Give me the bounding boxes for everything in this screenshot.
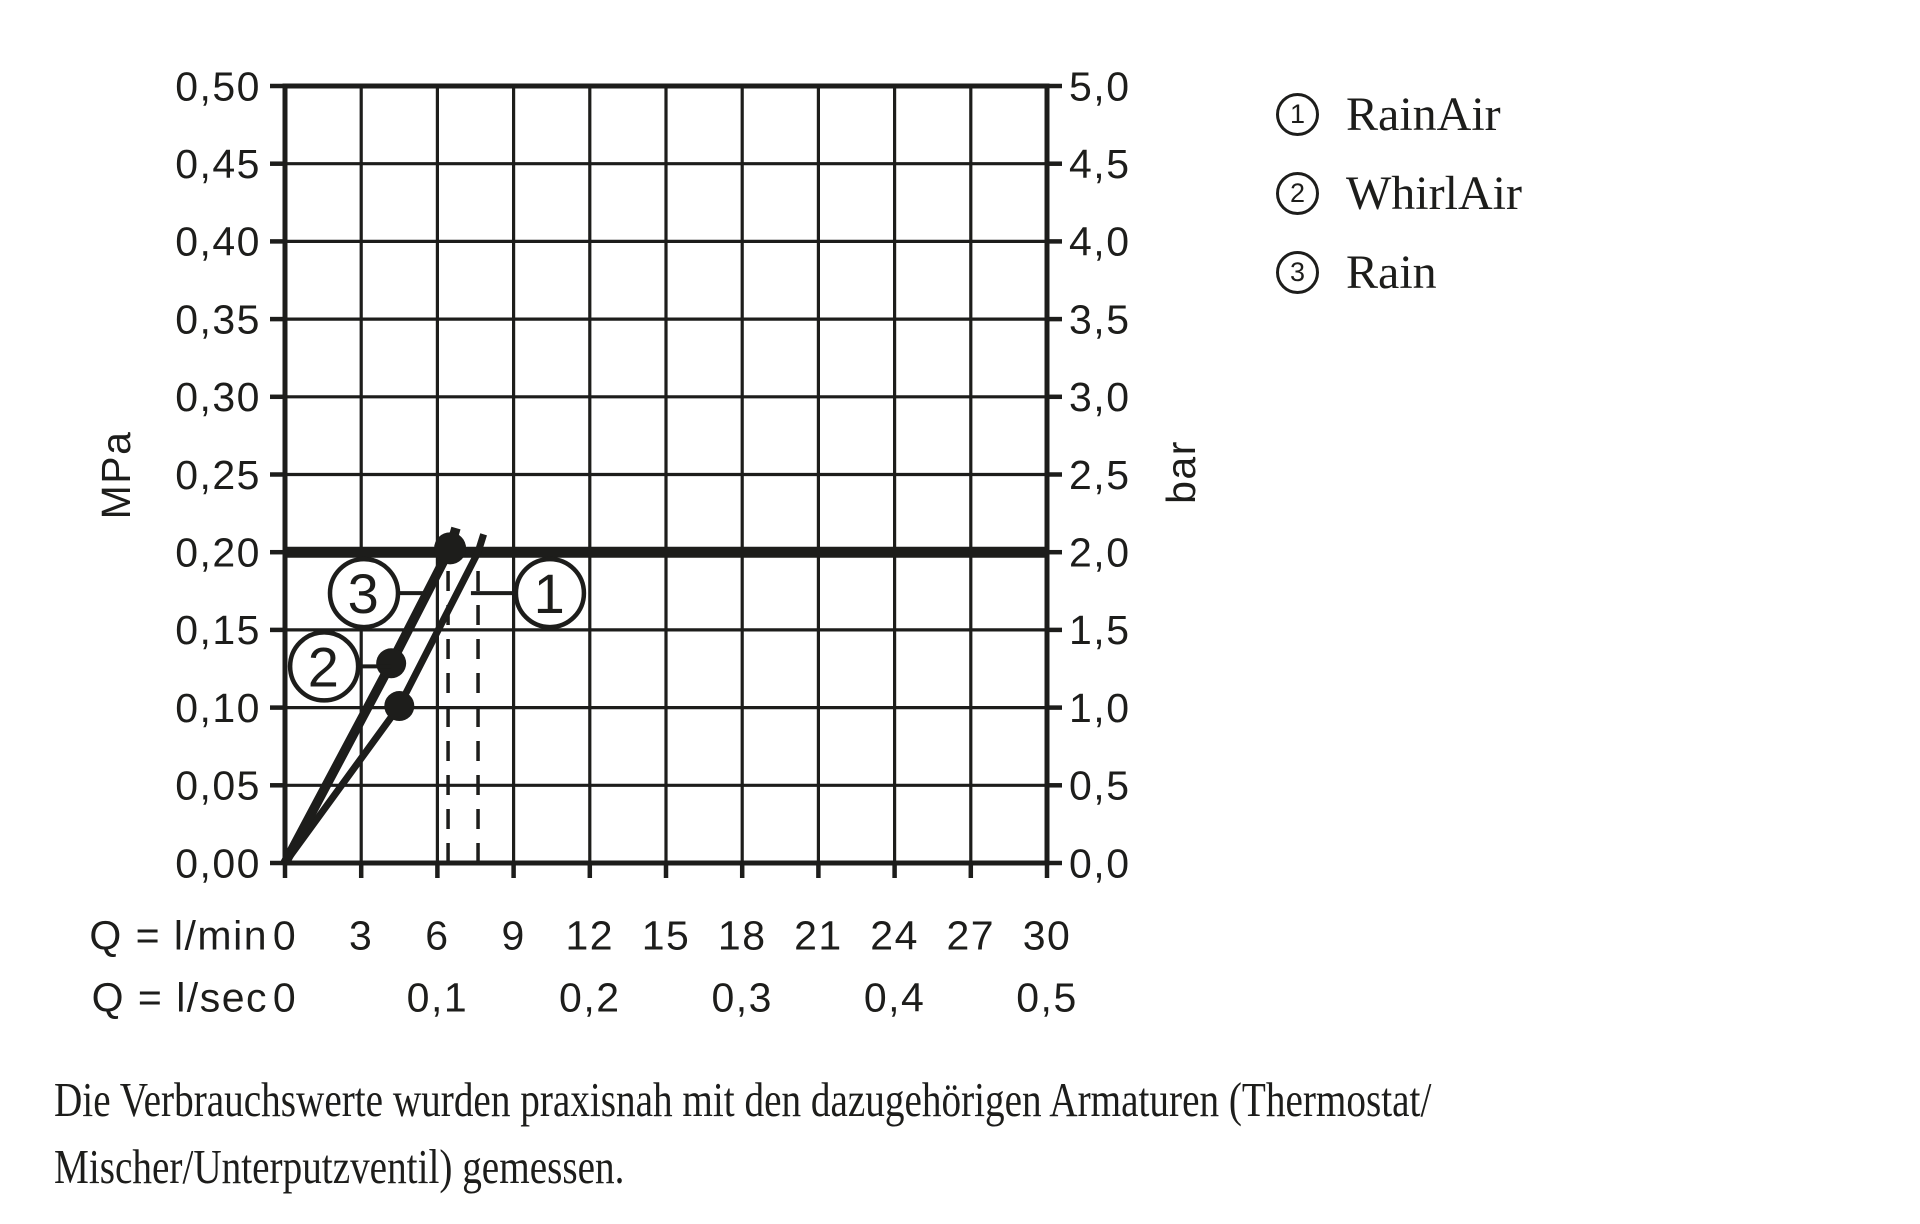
y-right-tick-label: 2,5 xyxy=(1069,451,1131,498)
x-tick-label-lmin: 18 xyxy=(717,912,767,959)
marker-rain-at-2bar xyxy=(434,532,466,564)
legend-item-rain xyxy=(1276,246,1522,298)
callout-number-3: 3 xyxy=(347,562,381,626)
y-left-tick-label: 0,50 xyxy=(175,63,261,110)
x-tick-label-lmin: 21 xyxy=(794,912,843,959)
x-axis-unit-lmin: Q = l/min xyxy=(89,912,268,959)
y-right-tick-label: 3,0 xyxy=(1069,374,1131,421)
x-tick-label-lmin: 15 xyxy=(641,912,691,959)
y-left-tick-label: 0,40 xyxy=(175,218,261,265)
x-tick-label-lmin: 12 xyxy=(565,912,615,959)
legend-label-whirlair: WhirlAir xyxy=(1346,166,1522,220)
x-tick-label-lmin: 24 xyxy=(870,912,919,959)
y-left-tick-label: 0,10 xyxy=(175,684,261,731)
legend-label-rainair: RainAir xyxy=(1346,87,1501,141)
y-left-tick-label: 0,25 xyxy=(175,451,261,498)
legend-circled-number-3: 3 xyxy=(1276,251,1319,294)
y-right-tick-label: 1,5 xyxy=(1069,607,1131,654)
y-right-tick-label: 1,0 xyxy=(1069,684,1131,731)
y-right-tick-label: 3,5 xyxy=(1069,296,1131,343)
y-left-tick-label: 0,05 xyxy=(175,762,261,809)
caption-line-1: Die Verbrauchswerte wurden praxisnah mit den dazugehörigen Armaturen (Thermostat/ xyxy=(54,1072,1432,1127)
x-tick-label-lsec: 0,3 xyxy=(711,974,773,1021)
y-left-tick-label: 0,45 xyxy=(175,141,261,187)
x-tick-label-lmin: 3 xyxy=(349,912,374,959)
y-left-tick-label: 0,35 xyxy=(175,296,261,343)
marker-rainair-point xyxy=(384,691,414,721)
x-tick-label-lmin: 27 xyxy=(946,912,996,959)
legend-item-whirlair xyxy=(1276,167,1522,219)
x-axis-unit-lsec: Q = l/sec xyxy=(91,974,268,1021)
x-tick-label-lsec: 0,2 xyxy=(559,974,621,1021)
legend-circled-number-2: 2 xyxy=(1276,172,1319,215)
y-right-axis-title: bar xyxy=(1158,440,1204,504)
callout-number-2: 2 xyxy=(307,635,341,699)
caption-line-2: Mischer/Unterputzventil) gemessen. xyxy=(54,1139,625,1194)
y-right-tick-label: 0,5 xyxy=(1069,762,1131,809)
legend xyxy=(1276,88,1522,325)
y-left-tick-label: 0,15 xyxy=(175,607,261,654)
x-tick-label-lsec: 0 xyxy=(272,974,298,1021)
x-tick-label-lmin: 0 xyxy=(272,912,298,959)
x-tick-label-lsec: 0,4 xyxy=(863,974,926,1021)
legend-label-rain: Rain xyxy=(1346,245,1437,299)
y-right-tick-label: 4,5 xyxy=(1069,141,1131,187)
y-right-tick-label: 5,0 xyxy=(1069,63,1131,110)
x-tick-label-lmin: 9 xyxy=(501,912,526,959)
x-tick-label-lsec: 0,5 xyxy=(1016,974,1078,1021)
x-tick-label-lmin: 30 xyxy=(1022,912,1072,959)
x-tick-label-lmin: 6 xyxy=(425,912,450,959)
y-left-tick-label: 0,00 xyxy=(175,840,261,887)
x-tick-label-lsec: 0,1 xyxy=(406,974,469,1021)
y-right-tick-label: 2,0 xyxy=(1069,529,1131,576)
y-left-tick-label: 0,30 xyxy=(175,374,261,421)
y-right-tick-label: 0,0 xyxy=(1069,840,1131,887)
marker-whirlair-point xyxy=(376,648,406,678)
y-left-axis-title: MPa xyxy=(93,430,139,520)
y-left-tick-label: 0,20 xyxy=(175,529,261,576)
y-right-tick-label: 4,0 xyxy=(1069,218,1131,265)
legend-item-rainair xyxy=(1276,88,1522,140)
legend-circled-number-1: 1 xyxy=(1276,93,1319,136)
callout-number-1: 1 xyxy=(533,562,567,626)
caption xyxy=(54,1066,1431,1200)
